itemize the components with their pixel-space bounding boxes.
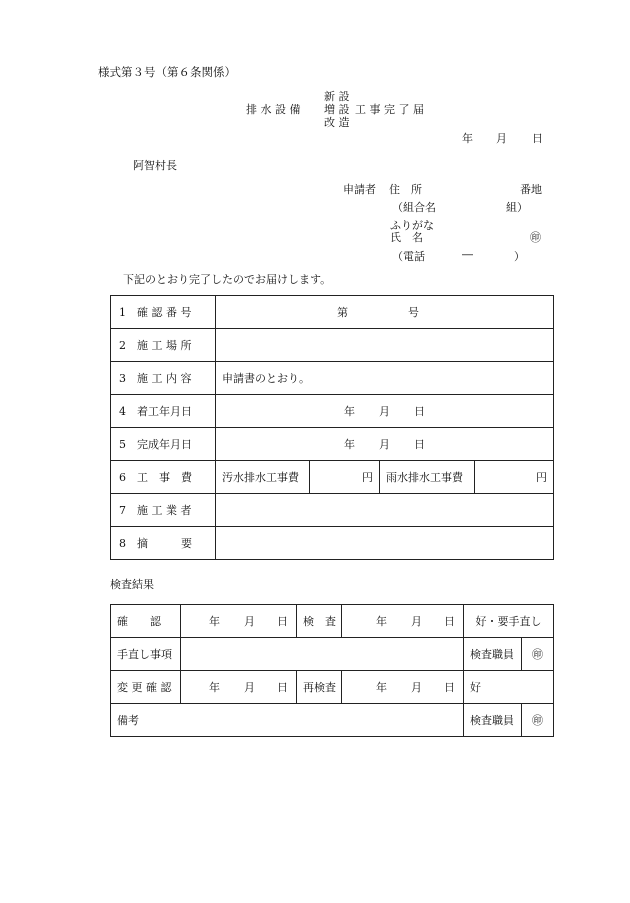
furigana-label: ふりがな xyxy=(390,219,434,232)
table-row xyxy=(111,671,554,704)
table-row xyxy=(111,362,554,395)
table-row xyxy=(111,527,554,560)
name-label: 氏 名 xyxy=(390,231,423,244)
title-option-modify: 改 造 xyxy=(324,116,350,129)
title-suffix: 工 事 完 了 届 xyxy=(355,103,424,116)
completion-table xyxy=(110,295,554,560)
inspector-label: 検査職員 xyxy=(464,638,522,671)
address-label: 住 所 xyxy=(389,183,422,196)
table-row xyxy=(111,428,554,461)
kensa-date: 年 月 日 xyxy=(342,605,464,638)
date-year: 年 xyxy=(462,132,473,145)
contractor-cell xyxy=(216,494,554,527)
tenaoshi-value xyxy=(181,638,464,671)
banchi-label: 番地 xyxy=(520,183,542,196)
row-label: 6 工 事 費 xyxy=(111,461,216,494)
table-row xyxy=(111,461,554,494)
inspector-label: 検査職員 xyxy=(464,704,522,737)
row-label: 2 施 工 場 所 xyxy=(111,329,216,362)
tel-close: ） xyxy=(514,250,525,263)
row-label: 7 施 工 業 者 xyxy=(111,494,216,527)
result-good: 好 xyxy=(464,671,554,704)
table-row xyxy=(111,494,554,527)
result-good-or-fix: 好・要手直し xyxy=(464,605,554,638)
table-row xyxy=(111,329,554,362)
title-option-new: 新 設 xyxy=(324,90,350,103)
date-month: 月 xyxy=(496,132,507,145)
intro-text: 下記のとおり完了したのでお届けします。 xyxy=(123,273,332,286)
table-row xyxy=(111,638,554,671)
rain-cost-label: 雨水排水工事費 xyxy=(380,461,475,494)
tel-open: （電話 xyxy=(392,250,425,263)
row-label: 3 施 工 内 容 xyxy=(111,362,216,395)
tenaoshi-label: 手直し事項 xyxy=(111,638,181,671)
saikensa-label: 再検査 xyxy=(297,671,342,704)
kumiai-label: （組合名 xyxy=(392,201,436,214)
sewage-yen: 円 xyxy=(310,461,380,494)
table-row xyxy=(111,704,554,737)
site-cell xyxy=(216,329,554,362)
date-day: 日 xyxy=(532,132,543,145)
row-label: 1 確 認 番 号 xyxy=(111,296,216,329)
kakunin-label: 確 認 xyxy=(111,605,181,638)
inspection-title: 検査結果 xyxy=(110,578,154,591)
start-date-cell: 年 月 日 xyxy=(216,395,554,428)
saikensa-date: 年 月 日 xyxy=(342,671,464,704)
applicant-label: 申請者 xyxy=(343,183,376,196)
gou-text: 号 xyxy=(408,306,419,319)
title-option-extend: 増 設 xyxy=(324,103,350,116)
henkou-label: 変 更 確 認 xyxy=(111,671,181,704)
bikou-label: 備考 xyxy=(111,704,464,737)
inspector-seal: ㊞ xyxy=(522,638,554,671)
kumi-label: 組） xyxy=(506,201,528,214)
henkou-date: 年 月 日 xyxy=(181,671,297,704)
addressee: 阿智村長 xyxy=(133,159,177,172)
row-label: 4 着工年月日 xyxy=(111,395,216,428)
finish-date-cell: 年 月 日 xyxy=(216,428,554,461)
tel-dash: ― xyxy=(462,248,473,261)
row-label: 5 完成年月日 xyxy=(111,428,216,461)
table-row xyxy=(111,395,554,428)
rain-yen: 円 xyxy=(475,461,554,494)
form-number: 様式第３号（第６条関係） xyxy=(98,65,236,79)
kakunin-date: 年 月 日 xyxy=(181,605,297,638)
remarks-cell xyxy=(216,527,554,560)
inspection-table xyxy=(110,604,554,737)
content-cell: 申請書のとおり。 xyxy=(216,362,554,395)
dai-text: 第 xyxy=(337,306,348,319)
table-row xyxy=(111,296,554,329)
table-row xyxy=(111,605,554,638)
title-prefix: 排 水 設 備 xyxy=(246,103,301,116)
seal-mark: ㊞ xyxy=(530,231,541,244)
inspector-seal: ㊞ xyxy=(522,704,554,737)
row-label: 8 摘 要 xyxy=(111,527,216,560)
confirmation-number-cell xyxy=(216,296,554,329)
sewage-cost-label: 汚水排水工事費 xyxy=(216,461,310,494)
kensa-label: 検 査 xyxy=(297,605,342,638)
